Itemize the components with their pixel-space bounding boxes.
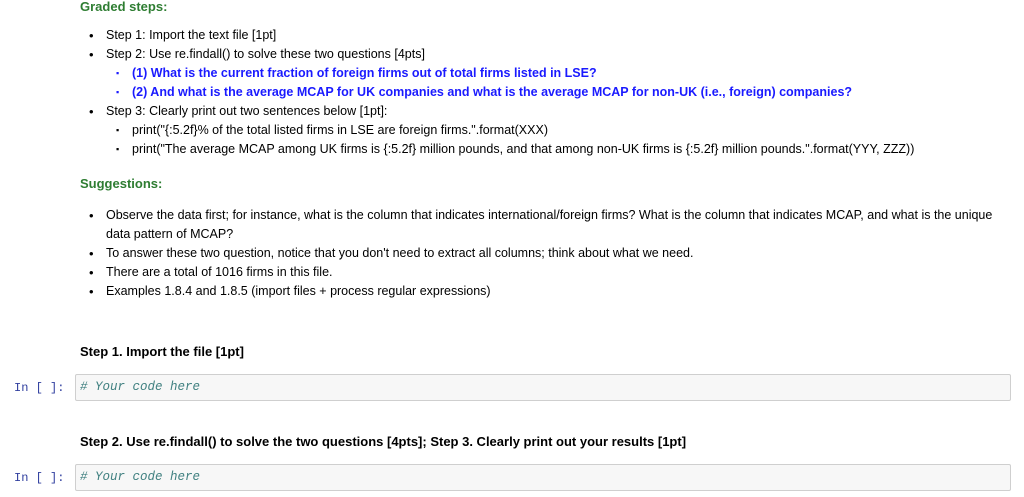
cell2-prompt: In [ ]: <box>14 471 65 485</box>
question-1: ▪ (1) What is the current fraction of foreign firms out of total firms listed in LSE? <box>106 64 1015 83</box>
suggestions-list <box>80 206 1015 301</box>
code-cell-1-text[interactable]: # Your code here <box>80 380 201 394</box>
suggestions-heading: Suggestions: <box>80 176 163 191</box>
list-item: • To answer these two question, notice that you don't need to extract all columns; think about what we need. <box>80 244 1015 263</box>
list-item: • There are a total of 1016 firms in this file. <box>80 263 1015 282</box>
step2-heading: Step 2. Use re.findall() to solve the two questions [4pts]; Step 3. Clearly print out your results [1pt] <box>80 434 687 449</box>
graded-steps-list <box>80 26 1015 159</box>
step2-section <box>80 432 1015 451</box>
question-2: ▪ (2) And what is the average MCAP for UK companies and what is the average MCAP for non-UK (i.e., foreign) companies? <box>106 83 1015 102</box>
list-item <box>80 102 1015 159</box>
list-item <box>80 45 1015 102</box>
step3-sublist <box>106 121 1015 159</box>
print-statement-2: ▪ print("The average MCAP among UK firms is {:5.2f} million pounds, and that among non-UK firms is {:5.2f} million pounds.".format(YYY, ZZZ)) <box>106 140 1015 159</box>
cell1-prompt: In [ ]: <box>14 381 65 395</box>
code-cell-2-text[interactable]: # Your code here <box>80 470 201 484</box>
step2-text: Step 2: Use re.findall() to solve these two questions [4pts] <box>106 47 425 61</box>
step1-heading: Step 1. Import the file [1pt] <box>80 344 244 359</box>
graded-steps-section <box>80 0 1015 159</box>
list-item: • Examples 1.8.4 and 1.8.5 (import files + process regular expressions) <box>80 282 1015 301</box>
code-cell-1[interactable] <box>75 374 1011 401</box>
step3-text: Step 3: Clearly print out two sentences below [1pt]: <box>106 104 388 118</box>
step2-sublist <box>106 64 1015 102</box>
print-statement-1: ▪ print("{:5.2f}% of the total listed firms in LSE are foreign firms.".format(XXX) <box>106 121 1015 140</box>
list-item: • Observe the data first; for instance, what is the column that indicates international/foreign firms? What is the column that indicates MCAP, and what is the unique data pattern of MCAP? <box>80 206 1015 244</box>
step1-text: Step 1: Import the text file [1pt] <box>106 28 277 42</box>
code-cell-2[interactable] <box>75 464 1011 491</box>
list-item <box>80 26 1015 45</box>
step1-section <box>80 342 1015 361</box>
suggestions-section <box>80 174 1015 301</box>
graded-steps-heading: Graded steps: <box>80 0 168 14</box>
